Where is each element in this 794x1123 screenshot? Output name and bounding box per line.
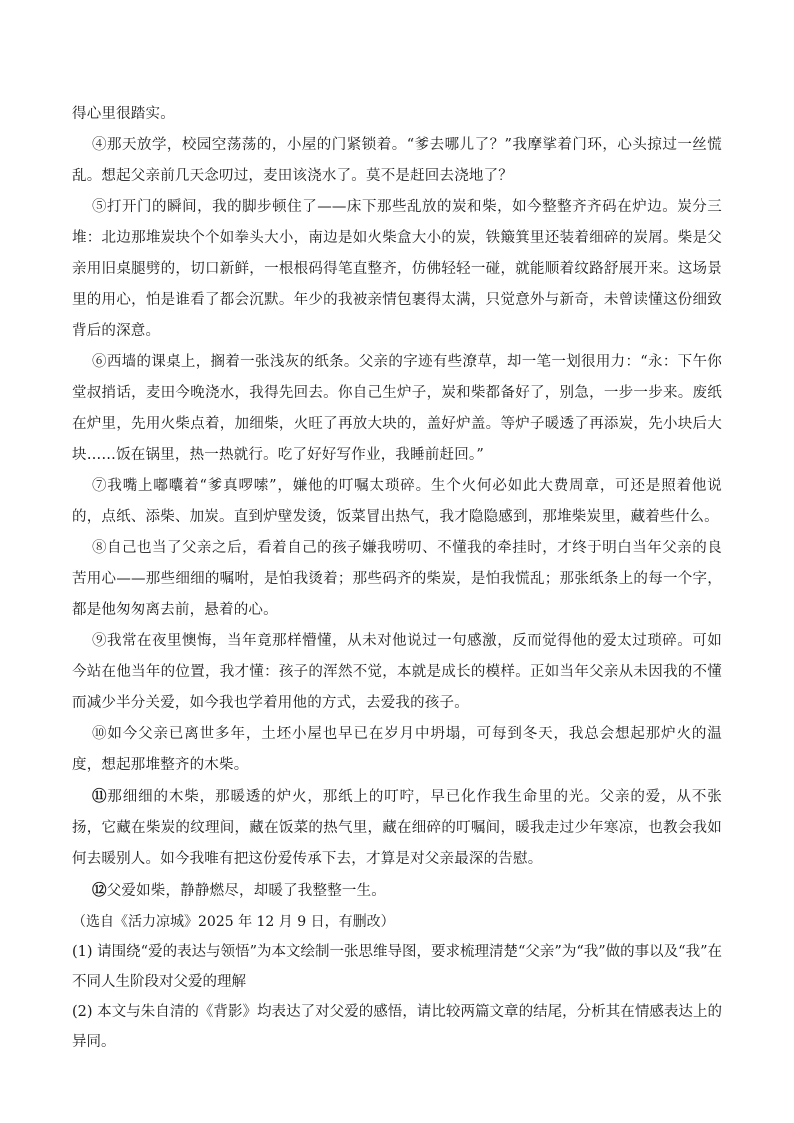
paragraph-5: ⑤打开门的瞬间，我的脚步顿住了——床下那些乱放的炭和柴，如今整整齐齐码在炉边。炭分三堆：北边那堆炭块个个如拳头大小，南边是如火柴盒大小的炭，铁簸箕里还装着细碎的炭屑。柴是父亲用旧桌腿劈的，切口新鲜，一根根码得笔直整齐，仿佛轻轻一碰，就能顺着纹路舒展开来。这场景里的用心，怕是谁看了都会沉默。年少的我被亲情包裹得太满，只觉意外与新奇，未曾读懂这份细致背后的深意。: [72, 199, 722, 339]
paragraph-continuation: 得心里很踏实。: [72, 106, 175, 122]
paragraph-11-number: ⑪: [92, 788, 108, 805]
paragraph-11-text: 那细细的木柴，那暖透的炉火，那纸上的叮咛，早已化作我生命里的光。父亲的爱，从不张扬，它藏在柴炭的纹理间，藏在饭菜的热气里，藏在细碎的叮嘱间，暖我走过少年寒凉，也教会我如何去暖别人。如今我唯有把这份爱传承下去，才算是对父亲最深的告慰。: [72, 789, 723, 867]
article-body: [72, 99, 722, 1057]
paragraph-7: ⑦我嘴上嘟囔着“爹真啰嗦”，嫌他的叮嘱太琐碎。生个火何必如此大费周章，可还是照着他说的，点纸、添柴、加炭。直到炉壁发烫，饭菜冒出热气，我才隐隐感到，那堆柴炭里，藏着些什么。: [72, 478, 722, 525]
paragraph-12: [72, 875, 722, 907]
source-citation: （选自《活力凉城》2025 年 12 月 9 日，有删改）: [72, 914, 395, 930]
paragraph-4: ④那天放学，校园空荡荡的，小屋的门紧锁着。“爹去哪儿了？”我摩挲着门环，心头掠过一丝慌乱。想起父亲前几天念叨过，麦田该浇水了。莫不是赶回去浇地了？: [72, 137, 722, 184]
question-1: (1) 请围绕“爱的表达与领悟”为本文绘制一张思维导图，要求梳理清楚“父亲”为“我”做的事以及“我”在不同人生阶段对父爱的理解: [72, 944, 722, 990]
paragraph-8: ⑧自己也当了父亲之后，看着自己的孩子嫌我唠叨、不懂我的牵挂时，才终于明白当年父亲的良苦用心——那些细细的嘱咐，是怕我烫着；那些码齐的柴炭，是怕我慌乱；那张纸条上的每一个字，都是他匆匆离去前，悬着的心。: [72, 540, 722, 618]
paragraph-10: ⑩如今父亲已离世多年，土坯小屋也早已在岁月中坍塌，可每到冬天，我总会想起那炉火的温度，想起那堆整齐的木柴。: [72, 726, 722, 773]
paragraph-11: [72, 781, 722, 875]
paragraph-6: ⑥西墙的课桌上，搁着一张浅灰的纸条。父亲的字迹有些潦草，却一笔一划很用力：“永：下午你堂叔捎话，麦田今晚浇水，我得先回去。你自己生炉子，炭和柴都备好了，别急，一步一步来。废纸在炉里，先用火柴点着，加细柴，火旺了再放大块的，盖好炉盖。等炉子暖透了再添炭，先小块后大块……饭在锅里，热一热就行。吃了好好写作业，我睡前赶回。”: [72, 354, 722, 463]
paragraph-9: ⑨我常在夜里懊悔，当年竟那样懵懂，从未对他说过一句感激，反而觉得他的爱太过琐碎。可如今站在他当年的位置，我才懂：孩子的浑然不觉，本就是成长的模样。正如当年父亲从未因我的不懂而减少半分关爱，如今我也学着用他的方式，去爱我的孩子。: [72, 633, 722, 711]
paragraph-12-text: 父爱如柴，静静燃尽，却暖了我整整一生。: [106, 883, 387, 899]
question-2: (2) 本文与朱自清的《背影》均表达了对父爱的感悟，请比较两篇文章的结尾，分析其在情感表达上的异同。: [72, 1004, 722, 1050]
paragraph-12-number: ⑫: [92, 882, 107, 899]
